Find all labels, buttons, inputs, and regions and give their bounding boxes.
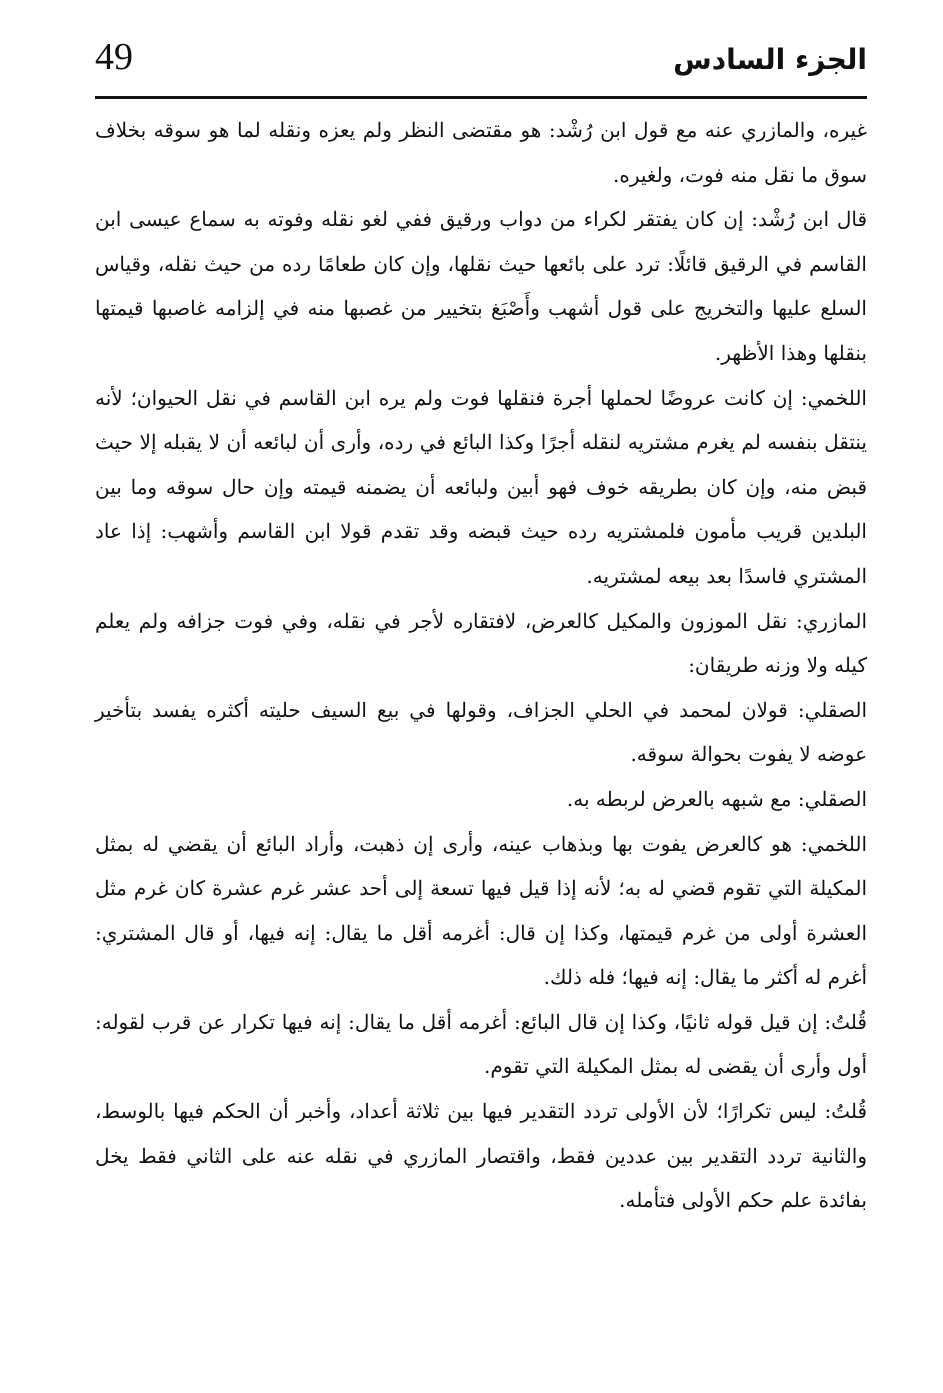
running-title: الجزء السادس [673,43,867,76]
paragraph-7: اللخمي: هو كالعرض يفوت بها وبذهاب عينه، وأرى إن ذهبت، وأراد البائع أن يقضي له بمثل المكيلة التي تقوم قضي له به؛ لأنه إذا قيل فيها تسعة إلى أحد عشر غرم عشرة كان غرم مثل العشرة أولى من غرم قيمتها، وكذا إن قال: أغرمه أقل ما يقال: إنه فيها، أو قال المشتري: أغرم له أكثر ما يقال: إنه فيها؛ فله ذلك. [95,831,867,990]
paragraph-9: قُلتُ: ليس تكرارًا؛ لأن الأولى تردد التقدير فيها بين ثلاثة أعداد، وأخبر أن الحكم فيها بالوسط، والثانية تردد التقدير بين عددين فقط، واقتصار المازري في نقله عنه على الثاني فقط يخل بفائدة علم حكم الأولى فتأمله. [95,1099,867,1213]
paragraph-2: قال ابن رُشْد: إن كان يفتقر لكراء من دواب ورقيق ففي لغو نقله وفوته به سماع عيسى ابن القاسم في الرقيق قائلًا: ترد على بائعها حيث نقلها، وإن كان طعامًا رده من حيث نقله، وقياس السلع عليها والتخريج على قول أشهب وأَصْبَغ بتخيير من غصبها منه في إلزامه غاصبها قيمتها بنقلها وهذا الأظهر. [95,207,867,365]
paragraph-5: الصقلي: قولان لمحمد في الحلي الجزاف، وقولها في بيع السيف حليته أكثره يفسد بتأخير عوضه لا يفوت بحوالة سوقه. [95,697,867,767]
page-number: 49 [95,36,133,78]
page-header [95,34,867,96]
paragraph-8: قُلتُ: إن قيل قوله ثانيًا، وكذا إن قال البائع: أغرمه أقل ما يقال: إنه فيها تكرار عن قرب لقوله: أول وأرى أن يقضى له بمثل المكيلة التي تقوم. [95,1009,867,1079]
paragraph-1: غيره، والمازري عنه مع قول ابن رُشْد: هو مقتضى النظر ولم يعزه ونقله لما هو سوقه بخلاف سوق ما نقل منه فوت، ولغيره. [95,118,867,187]
paragraph-4: المازري: نقل الموزون والمكيل كالعرض، لافتقاره لأجر في نقله، وفي فوت جزافه ولم يعلم كيله ولا وزنه طريقان: [95,608,867,678]
header-rule [95,96,867,99]
body-text [95,108,867,1223]
paragraph-3: اللخمي: إن كانت عروضًا لحملها أجرة فنقلها فوت ولم يره ابن القاسم في نقل الحيوان؛ لأنه ينتقل بنفسه لم يغرم مشتريه لنقله أجرًا وكذا البائع في رده، وأرى أن لبائعه أن لا يقبله إلا حيث قبض منه، وإن كان بطريقه خوف فهو أبين ولبائعه أن يضمنه قيمته وإن حال سوقه وما بين البلدين قريب مأمون فلمشتريه رده حيث قبضه وقد تقدم قولا ابن القاسم وأشهب: إذا عاد المشتري فاسدًا بعد بيعه لمشتريه. [95,385,867,588]
paragraph-6: الصقلي: مع شبهه بالعرض لربطه به. [566,786,867,811]
